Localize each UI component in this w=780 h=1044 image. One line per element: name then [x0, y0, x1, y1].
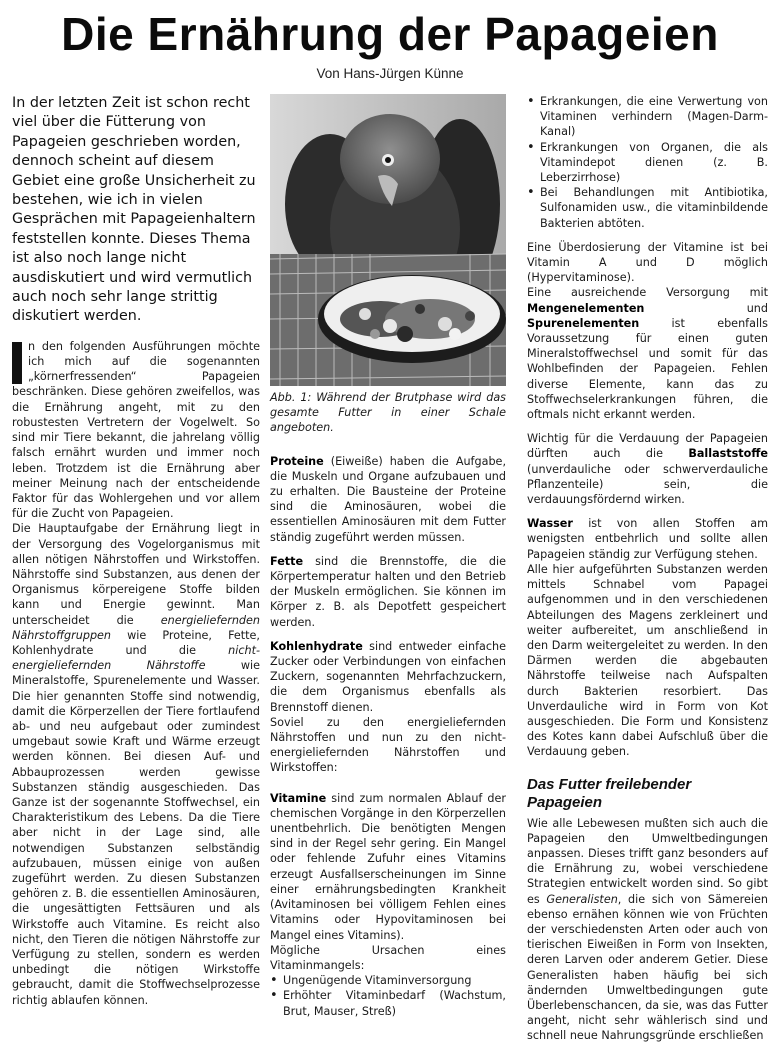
article-byline: Von Hans-Jürgen Künne [316, 66, 464, 81]
term-kohlenhydrate: Kohlenhydrate [270, 639, 363, 653]
proteine-paragraph: Proteine (Eiweiße) haben die Aufgabe, die Muskeln und Organe aufzubauen und zu erhalten. Die Bausteine der Proteine sind die Aminosäuren, wobei die essentiellen Aminosäuren mit dem Futter ständig zugeführt werden müssen. [270, 454, 506, 544]
intro-paragraph [12, 339, 260, 521]
photo-caption: Abb. 1: Während der Brutphase wird das gesamte Futter in einer Schale angeboten. [270, 391, 506, 435]
lead-paragraph: In der letzten Zeit ist schon recht viel über die Fütterung von Papageien geschrieben worden, dennoch scheint auf diesem Gebiet eine große Unsicherheit zu bestehen, wie ich in vielen Gesprächen mit Papageienhaltern feststellen konnte. Dieses Thema ist also noch lange nicht ausdiskutiert und wird vermutlich auch noch sehr lange strittig diskutiert werden. [12, 95, 256, 325]
term-proteine: Proteine [270, 454, 324, 468]
verdauung-paragraph: Alle hier aufgeführten Substanzen werden mittels Schnabel vom Papagei aufgenommen und in den verschiedenen Abteilungen des Magens zerkleinert und weiter aufbereitet, um anschließend in den Darm weitergeleitet zu werden. In den Därmen werden die abgebauten Nährstoffe teilweise nach Aufspalten durch Bakterien resorbiert. Das Unverdauliche wird in Form von Kot ausgeschieden. Die Form und Konsistenz des Kotes kann dabei Aufschluß über die Verdauung geben. [527, 562, 768, 759]
mineral-paragraph: Eine ausreichende Versorgung mit Mengenelementen und Spurenelementen ist ebenfalls Voraussetzung für einen guten Mineralstoffwechsel und somit für das Wohlbefinden der Papageien. Fehlen diverse Elemente, kann das zu Stoffwechselerkrankungen führen, die oftmals nicht erkannt werden. [527, 286, 768, 422]
transition-paragraph: Soviel zu den energieliefernden Nährstoffen und nun zu den nicht-energieliefernden Nährstoffen und Wirkstoffen: [270, 715, 506, 775]
parrot-photo [270, 94, 506, 386]
column-2 [270, 94, 506, 1019]
term-vitamine: Vitamine [270, 791, 327, 805]
causes-list-part-2 [527, 94, 768, 231]
term-ballaststoffe: Ballaststoffe [688, 447, 768, 461]
list-item: • Bei Behandlungen mit Antibiotika, Sulfonamiden usw., die vitaminbildende Bakterien abtöten. [527, 185, 768, 231]
section-subheading: Das Futter freilebender Papageien [527, 775, 692, 811]
term-mengenelemente: Mengenelementen [527, 301, 645, 315]
term-fette: Fette [270, 554, 304, 568]
term-wasser: Wasser [527, 517, 573, 531]
parrot-eye [385, 157, 391, 163]
article-title: Die Ernährung der Papageien [61, 8, 719, 60]
list-item: • Erkrankungen, die eine Verwertung von Vitaminen verhindern (Magen-Darm-Kanal) [527, 94, 768, 140]
list-item: • Ungenügende Vitaminversorgung [270, 973, 506, 988]
emphasis-text: energieliefernden Nährstoffgruppen [12, 613, 260, 642]
causes-intro: Mögliche Ursachen eines Vitaminmangels: [270, 943, 506, 972]
column-3 [527, 94, 768, 1044]
vitamine-paragraph: Vitamine sind zum normalen Ablauf der chemischen Vorgänge in den Körperzellen unentbehrlich. Die benötigten Mengen sind in der Regel sehr gering. Ein Mangel oder fehlende Zufuhr eines Vitamins erzeugt Ausfallserscheinungen im Sinne einer ernährungsbedingten Krankheit (Avitaminosen bei völligem Fehlen eines Vitamins oder Hypovitaminosen bei Mangel eines Vitamins). [270, 791, 506, 942]
wasser-paragraph: Wasser ist von allen Stoffen am wenigsten entbehrlich und sollte allen Papageien ständig zur Verfügung stehen. [527, 517, 768, 561]
intro-text: n den folgenden Ausführungen möchte ich mich auf die sogenannten „körnerfressenden“ Papageien beschränken. Diese gehören zweifellos, was die Ernährung angeht, mit zu den robustesten Vertretern der Vogelwelt. So sind mir Tiere bekannt, die jahrelang völlig falsch ernährt wurden und immer noch leben. Trotzdem ist die Ernährung aber meiner Meinung nach der entscheidende Faktor für das Wohlergehen und vor allem für die Zucht von Papageien. [12, 339, 260, 521]
ballast-paragraph: Wichtig für die Verdauung der Papageien dürften auch die Ballaststoffe (unverdauliche oder schwerverdauliche Pflanzenteile) sein, die verdauungsfördernd wirken. [527, 432, 768, 507]
column-1 [12, 94, 260, 1008]
emphasis-text: nicht-energieliefernden Nährstoffe [12, 643, 260, 673]
emphasis-text: Generalisten [546, 892, 618, 906]
list-item: • Erkrankungen von Organen, die als Vitamindepot dienen (z. B. Leberzirrhose) [527, 140, 768, 186]
list-item: • Erhöhter Vitaminbedarf (Wachstum, Brut, Mauser, Streß) [270, 988, 506, 1018]
drop-cap [12, 342, 22, 384]
ueberdosierung-paragraph: Eine Überdosierung der Vitamine ist bei Vitamin A und D möglich (Hypervitaminose). [527, 240, 768, 285]
causes-list-part-1 [270, 973, 506, 1019]
fette-paragraph: Fette sind die Brennstoffe, die die Körpertemperatur halten und den Betrieb der Muskeln ermöglichen. Sie können im Körper z. B. als Depotfett gespeichert werden. [270, 554, 506, 629]
term-spurenelemente: Spurenelementen [527, 316, 640, 330]
parrot-photo-graphic [270, 94, 506, 386]
final-paragraph: Wie alle Lebewesen mußten sich auch die Papageien den Umweltbedingungen anpassen. Dieses trifft ganz besonders auf die Ernährung zu, wobei verschiedene Strategien entwickelt worden sind. So gibt es Generalisten, die sich von Sämereien ebenso ernähen können wie von Früchten der verschiedensten Arten oder auch von tierischen Eiweißen in Form von Insekten, deren Larven oder anderem Getier. Diese Generalisten haben häufig bei sich ändernden Umweltbedingungen gute Überlebenschancen, da sie, was das Futter angeht, nicht sehr wählerisch sind und schnell neue Nahrungsgründe erschließen [527, 816, 768, 1043]
main-paragraph: Die Hauptaufgabe der Ernährung liegt in der Versorgung des Vogelorganismus mit allen nötigen Nährstoffen und Wirkstoffen. Nährstoffe sind Substanzen, aus denen der Organismus körpereigene Stoffe bilden kann und Energie gewinnt. Man unterscheidet die energieliefernden Nährstoffgruppen wie Proteine, Fette, Kohlenhydrate und die nicht-energieliefernden Nährstoffe wie Mineralstoffe, Spurenelemente und Wasser. Die hier genannten Stoffe sind notwendig, damit die Körperzellen der Tiere fortlaufend ab- und neu aufgebaut oder zumindest umgebaut sowie Kraft und Wärme erzeugt werden können. Bei diesen Auf- und Abbauprozessen werden gewisse Substanzen ständig ausgeschieden. Das Ganze ist der sogenannte Stoffwechsel, ein Charakteristikum des Lebens. Da die Tiere aber nicht in der Lage sind, alle notwendigen Substanzen selbständig aufzubauen, müssen einige von außen zugeführt werden. Zu diesen Substanzen gehören z. B. die essentiellen Aminosäuren, die ungesättigten Fettsäuren und als Wirkstoffe auch Vitamine. Es reicht also nicht, den Tieren die nötigen Nährstoffe zur Verfügung zu stellen, sondern es werden unbedingt die nötigen Wirkstoffe gebraucht, damit die Stoffwechselprozesse richtig ablaufen können. [12, 522, 260, 1007]
kohlenhydrate-paragraph: Kohlenhydrate sind entweder einfache Zucker oder Verbindungen von einfachen Zuckern, sogenannten Mehrfachzuckern, die dem Organismus ebenfalls als Brennstoff dienen. [270, 639, 506, 714]
